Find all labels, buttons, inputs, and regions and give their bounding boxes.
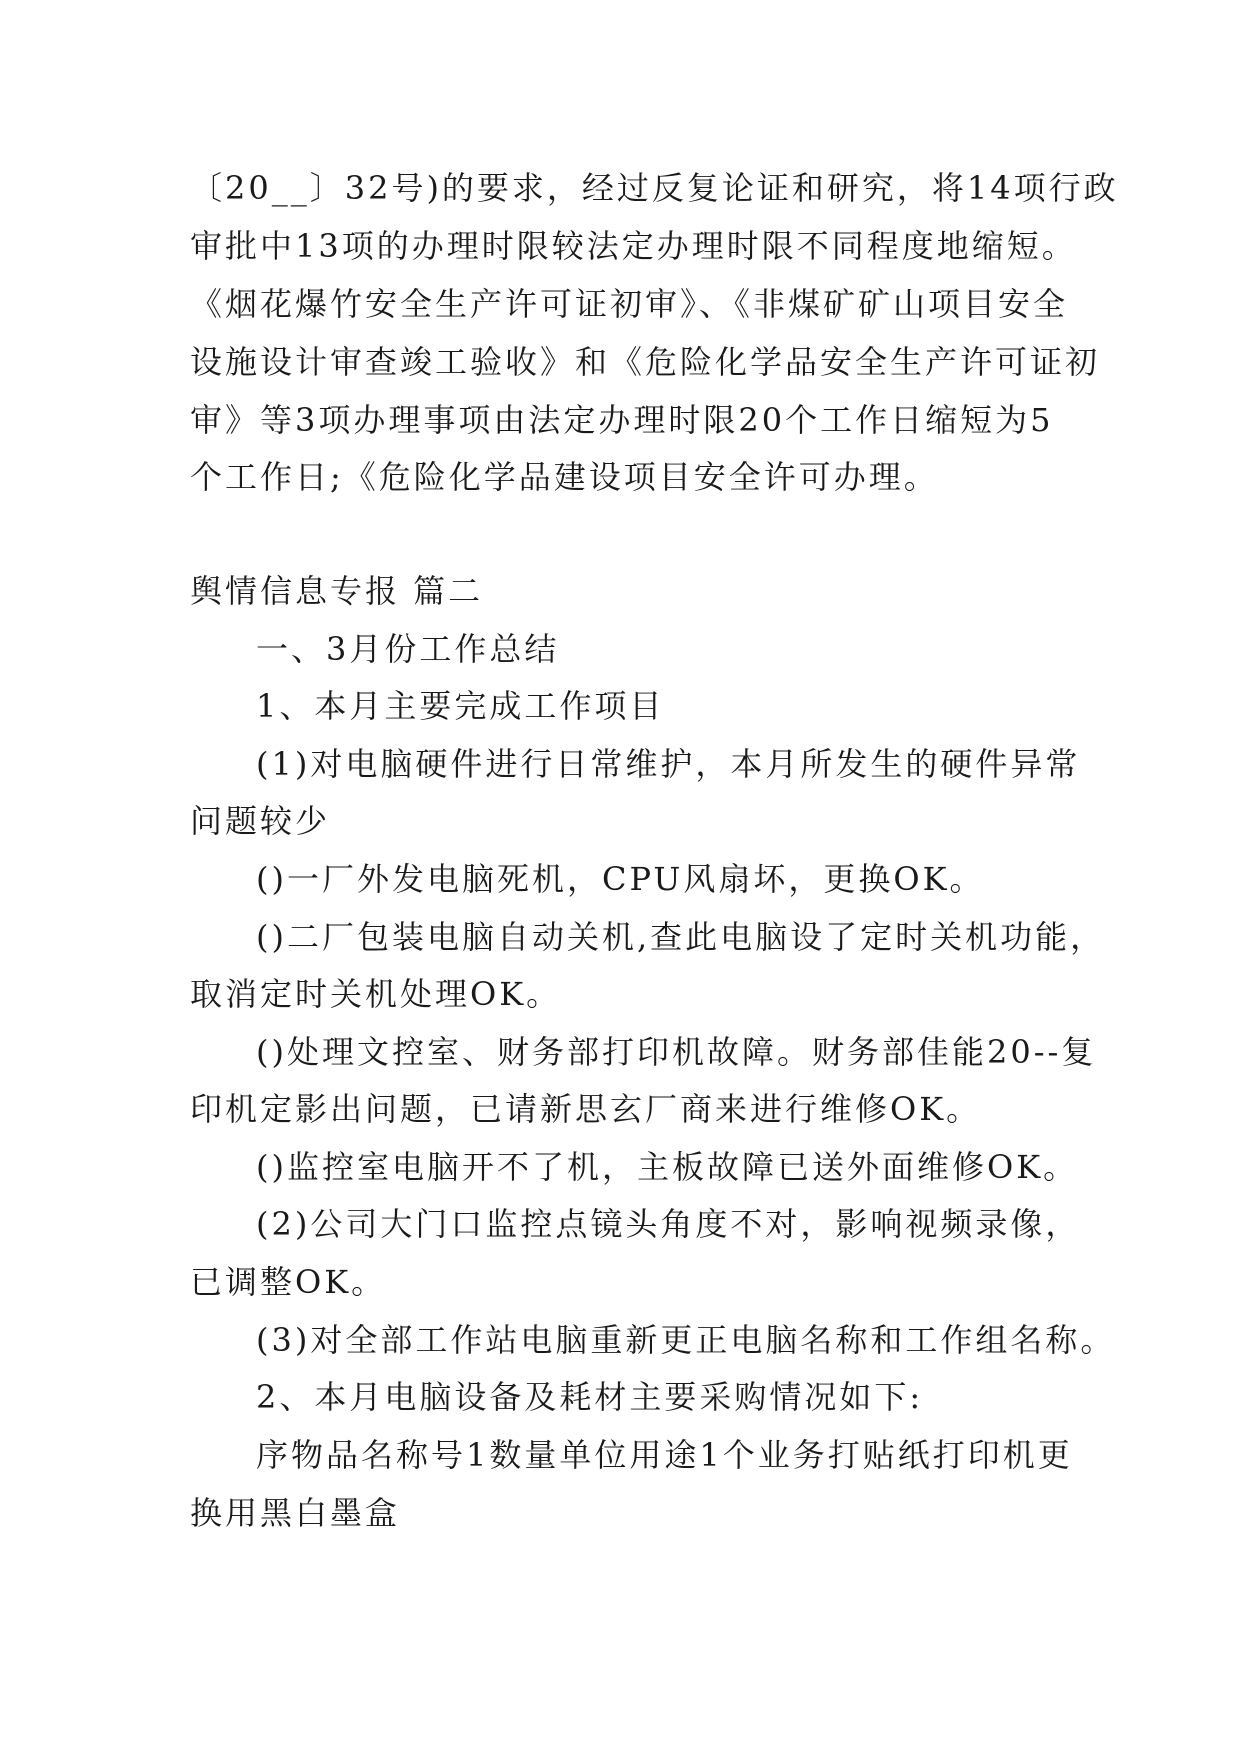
subheading: 一、3月份工作总结 <box>256 630 560 668</box>
list-item-continuation: 取消定时关机处理OK。 <box>190 975 562 1013</box>
subheading: 2、本月电脑设备及耗材主要采购情况如下: <box>256 1378 924 1416</box>
section-heading: 舆情信息专报 篇二 <box>190 572 484 610</box>
list-item: ()一厂外发电脑死机，CPU风扇坏，更换OK。 <box>256 860 985 898</box>
paragraph-line: 审批中13项的办理时限较法定办理时限不同程度地缩短。 <box>190 227 1077 265</box>
paragraph-line: 审》等3项办理事项由法定办理时限20个工作日缩短为5 <box>190 401 1054 439</box>
list-item: (3)对全部工作站电脑重新更正电脑名称和工作组名称。 <box>256 1321 1116 1359</box>
list-item: (2)公司大门口监控点镜头角度不对，影响视频录像， <box>256 1205 1081 1243</box>
paragraph-line: 序物品名称号1数量单位用途1个业务打贴纸打印机更 <box>256 1436 1073 1474</box>
list-item: ()处理文控室、财务部打印机故障。财务部佳能20--复 <box>256 1033 1097 1071</box>
paragraph-line: 《烟花爆竹安全生产许可证初审》、《非煤矿矿山项目安全 <box>190 285 1069 323</box>
paragraph-line: 设施设计审查竣工验收》和《危险化学品安全生产许可证初 <box>190 343 1101 381</box>
list-item: (1)对电脑硬件进行日常维护，本月所发生的硬件异常 <box>256 745 1081 783</box>
paragraph-line: 个工作日;《危险化学品建设项目安全许可办理。 <box>190 458 939 496</box>
subheading: 1、本月主要完成工作项目 <box>256 687 665 725</box>
list-item-continuation: 已调整OK。 <box>190 1263 387 1301</box>
list-item-continuation: 问题较少 <box>190 802 331 840</box>
list-item-continuation: 印机定影出问题，已请新思玄厂商来进行维修OK。 <box>190 1090 982 1128</box>
list-item: ()二厂包装电脑自动关机,查此电脑设了定时关机功能， <box>256 918 1106 956</box>
list-item: ()监控室电脑开不了机，主板故障已送外面维修OK。 <box>256 1148 1079 1186</box>
paragraph-line: 换用黑白墨盒 <box>190 1494 401 1532</box>
paragraph-line: 〔20__〕32号)的要求，经过反复论证和研究，将14项行政 <box>190 169 1119 207</box>
